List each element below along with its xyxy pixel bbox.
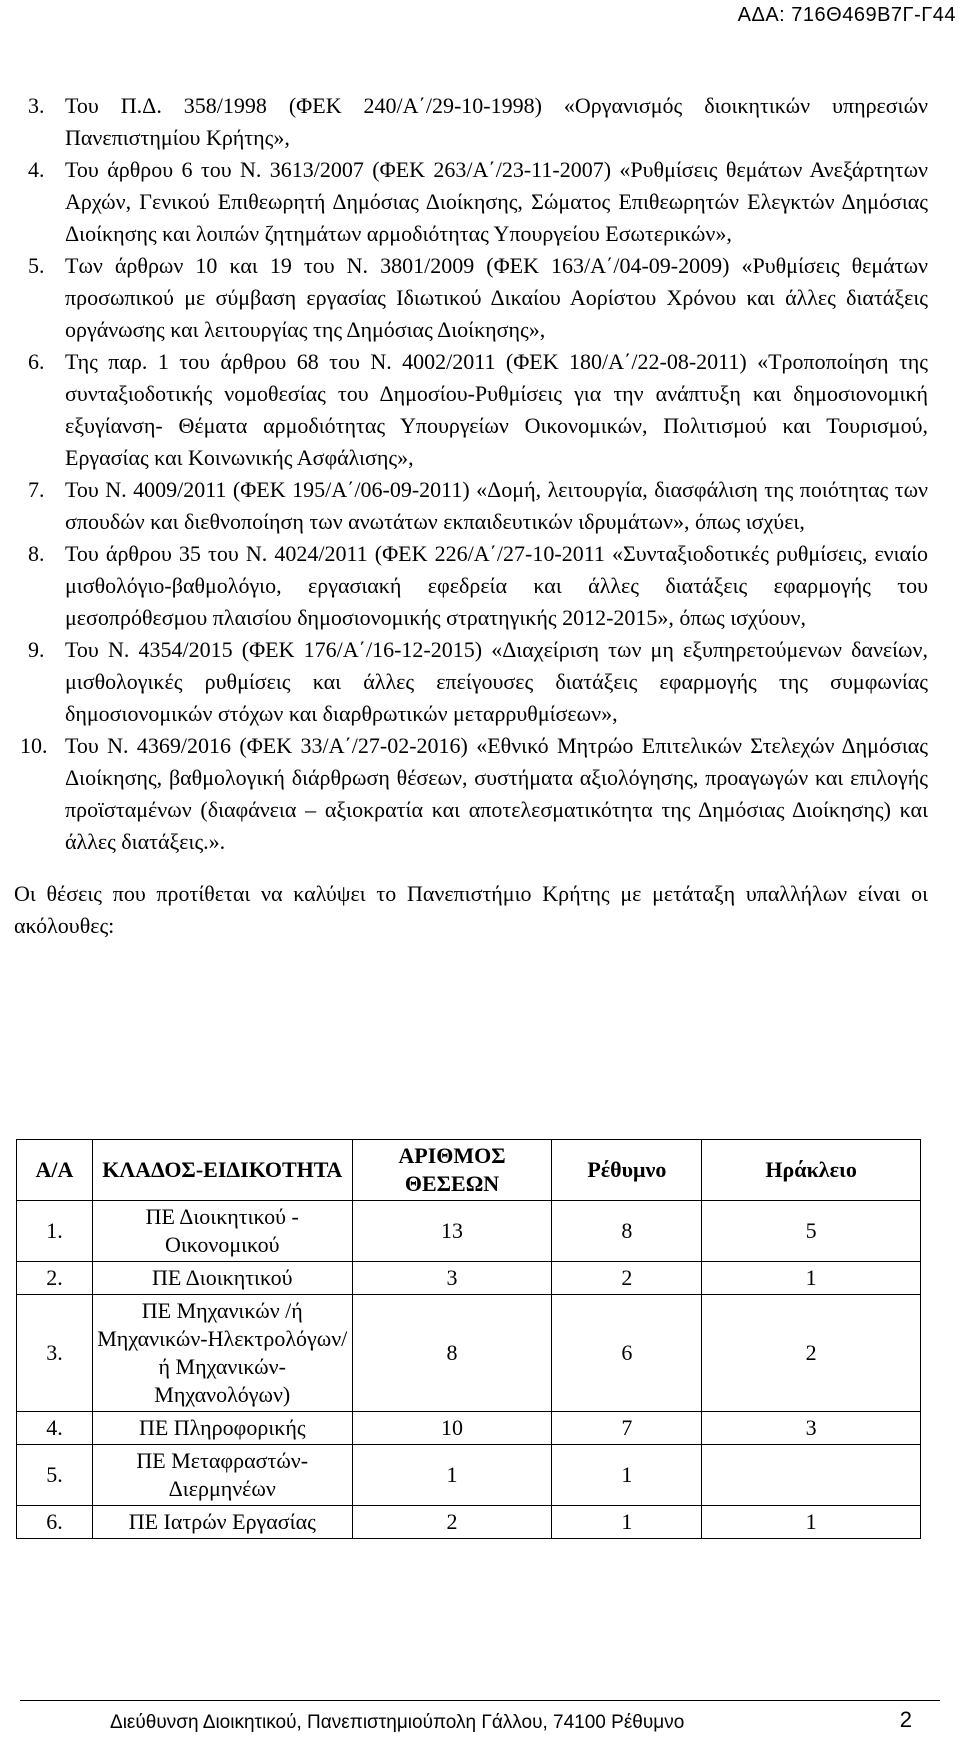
cell-aa: 4. — [17, 1412, 93, 1445]
cell-heraklion: 2 — [702, 1295, 921, 1412]
item-number: 5. — [28, 253, 45, 278]
intro-paragraph: Οι θέσεις που προτίθεται να καλύψει το Πανεπιστήμιο Κρήτης με μετάταξη υπαλλήλων είναι οι ακόλουθες: — [14, 881, 928, 938]
cell-heraklion: 1 — [702, 1506, 921, 1539]
cell-rethymno: 1 — [552, 1445, 702, 1506]
cell-category: ΠΕ Ιατρών Εργασίας — [92, 1506, 352, 1539]
item-text: Του Ν. 4354/2015 (ΦΕΚ 176/Α΄/16-12-2015) «Διαχείριση των μη εξυπηρετούμενων δανείων, μισθολογικές ρυθμίσεις και άλλες επείγουσες διατάξεις εφαρμογής της συμφωνίας δημοσιονομικών στόχων και διαρθρωτικών μεταρρυθμίσεων», — [65, 637, 928, 726]
cell-category: ΠΕ Μηχανικών /ή Μηχανικών-Ηλεκτρολόγων/ ή Μηχανικών-Μηχανολόγων) — [92, 1295, 352, 1412]
cell-category: ΠΕ Πληροφορικής — [92, 1412, 352, 1445]
cell-heraklion — [702, 1445, 921, 1506]
cell-positions: 3 — [352, 1262, 552, 1295]
header-rethymno: Ρέθυμνο — [552, 1140, 702, 1201]
item-text: Του άρθρου 6 του Ν. 3613/2007 (ΦΕΚ 263/Α΄/23-11-2007) «Ρυθμίσεις θεμάτων Ανεξάρτητων Αρχών, Γενικού Επιθεωρητή Δημόσιας Διοίκησης, Σώματος Επιθεωρητών Ελεγκτών Δημόσιας Διοίκησης και λοιπών ζητημάτων αρμοδιότητας Υπουργείου Εσωτερικών», — [65, 157, 928, 246]
header-category: ΚΛΑΔΟΣ-ΕΙΔΙΚΟΤΗΤΑ — [92, 1140, 352, 1201]
table-row — [17, 1262, 921, 1295]
list-item — [28, 634, 928, 730]
cell-positions: 1 — [352, 1445, 552, 1506]
table-header-row — [17, 1140, 921, 1201]
list-item — [28, 474, 928, 538]
cell-aa: 6. — [17, 1506, 93, 1539]
item-number: 4. — [28, 157, 45, 182]
cell-aa: 2. — [17, 1262, 93, 1295]
item-text: Των άρθρων 10 και 19 του Ν. 3801/2009 (ΦΕΚ 163/Α΄/04-09-2009) «Ρυθμίσεις θεμάτων προσωπικού με σύμβαση εργασίας Ιδιωτικού Δικαίου Αορίστου Χρόνου και άλλες διατάξεις οργάνωσης και λειτουργίας της Δημόσιας Διοίκησης», — [65, 253, 928, 342]
page-number: 2 — [899, 1707, 912, 1732]
item-text: Του Ν. 4009/2011 (ΦΕΚ 195/Α΄/06-09-2011) «Δομή, λειτουργία, διασφάλιση της ποιότητας των σπουδών και διεθνοποίηση των ανωτάτων εκπαιδευτικών ιδρυμάτων», όπως ισχύει, — [65, 477, 928, 534]
cell-rethymno: 7 — [552, 1412, 702, 1445]
table-row — [17, 1506, 921, 1539]
header-aa: Α/Α — [17, 1140, 93, 1201]
item-text: Του Ν. 4369/2016 (ΦΕΚ 33/Α΄/27-02-2016) «Εθνικό Μητρώο Επιτελικών Στελεχών Δημόσιας Διοίκησης, βαθμολογική διάρθρωση θέσεων, συστήματα αξιολόγησης, προαγωγών και επιλογής προϊσταμένων (διαφάνεια – αξιοκρατία και αποτελεσματικότητα της Δημόσιας Διοίκησης) και άλλες διατάξεις.». — [65, 733, 928, 854]
cell-heraklion: 5 — [702, 1201, 921, 1262]
footer-address: Διεύθυνση Διοικητικού, Πανεπιστημιούπολη Γάλλου, 74100 Ρέθυμνο — [110, 1712, 685, 1733]
header-heraklion: Ηράκλειο — [702, 1140, 921, 1201]
item-number: 10. — [20, 733, 48, 758]
item-text: Του Π.Δ. 358/1998 (ΦΕΚ 240/Α΄/29-10-1998) «Οργανισμός διοικητικών υπηρεσιών Πανεπιστημίου Κρήτης», — [65, 93, 928, 150]
list-item — [28, 90, 928, 154]
table-row — [17, 1445, 921, 1506]
cell-rethymno: 1 — [552, 1506, 702, 1539]
item-number: 7. — [28, 477, 45, 502]
table-row — [17, 1295, 921, 1412]
item-text: Του άρθρου 35 του Ν. 4024/2011 (ΦΕΚ 226/Α΄/27-10-2011 «Συνταξιοδοτικές ρυθμίσεις, ενιαίο μισθολόγιο-βαθμολόγιο, εργασιακή εφεδρεία και άλλες διατάξεις εφαρμογής του μεσοπρόθεσμου πλαισίου δημοσιονομικής στρατηγικής 2012-2015», όπως ισχύουν, — [65, 541, 928, 630]
item-number: 8. — [28, 541, 45, 566]
list-item — [20, 730, 928, 858]
table-row — [17, 1412, 921, 1445]
header-positions: ΑΡΙΘΜΟΣ ΘΕΣΕΩΝ — [352, 1140, 552, 1201]
list-item — [28, 346, 928, 474]
table-row — [17, 1201, 921, 1262]
cell-heraklion: 1 — [702, 1262, 921, 1295]
cell-aa: 1. — [17, 1201, 93, 1262]
list-item — [28, 250, 928, 346]
list-item — [28, 154, 928, 250]
cell-aa: 5. — [17, 1445, 93, 1506]
cell-positions: 2 — [352, 1506, 552, 1539]
ada-code: ΑΔΑ: 716Θ469Β7Γ-Γ44 — [737, 4, 956, 26]
cell-aa: 3. — [17, 1295, 93, 1412]
item-number: 3. — [28, 93, 45, 118]
footer-divider — [20, 1700, 940, 1701]
positions-table — [16, 1139, 921, 1539]
cell-rethymno: 8 — [552, 1201, 702, 1262]
item-text: Της παρ. 1 του άρθρου 68 του Ν. 4002/2011 (ΦΕΚ 180/Α΄/22-08-2011) «Τροποποίηση της συνταξιοδοτικής νομοθεσίας του Δημοσίου-Ρυθμίσεις για την ανάπτυξη και δημοσιονομική εξυγίανση- Θέματα αρμοδιότητας Υπουργείων Οικονομικών, Πολιτισμού και Τουρισμού, Εργασίας και Κοινωνικής Ασφάλισης», — [65, 349, 928, 470]
cell-category: ΠΕ Διοικητικού - Οικονομικού — [92, 1201, 352, 1262]
cell-category: ΠΕ Μεταφραστών-Διερμηνέων — [92, 1445, 352, 1506]
cell-heraklion: 3 — [702, 1412, 921, 1445]
cell-rethymno: 2 — [552, 1262, 702, 1295]
list-item — [28, 538, 928, 634]
item-number: 9. — [28, 637, 45, 662]
legal-references — [14, 90, 928, 964]
cell-positions: 8 — [352, 1295, 552, 1412]
cell-positions: 10 — [352, 1412, 552, 1445]
cell-rethymno: 6 — [552, 1295, 702, 1412]
item-number: 6. — [28, 349, 45, 374]
cell-positions: 13 — [352, 1201, 552, 1262]
cell-category: ΠΕ Διοικητικού — [92, 1262, 352, 1295]
